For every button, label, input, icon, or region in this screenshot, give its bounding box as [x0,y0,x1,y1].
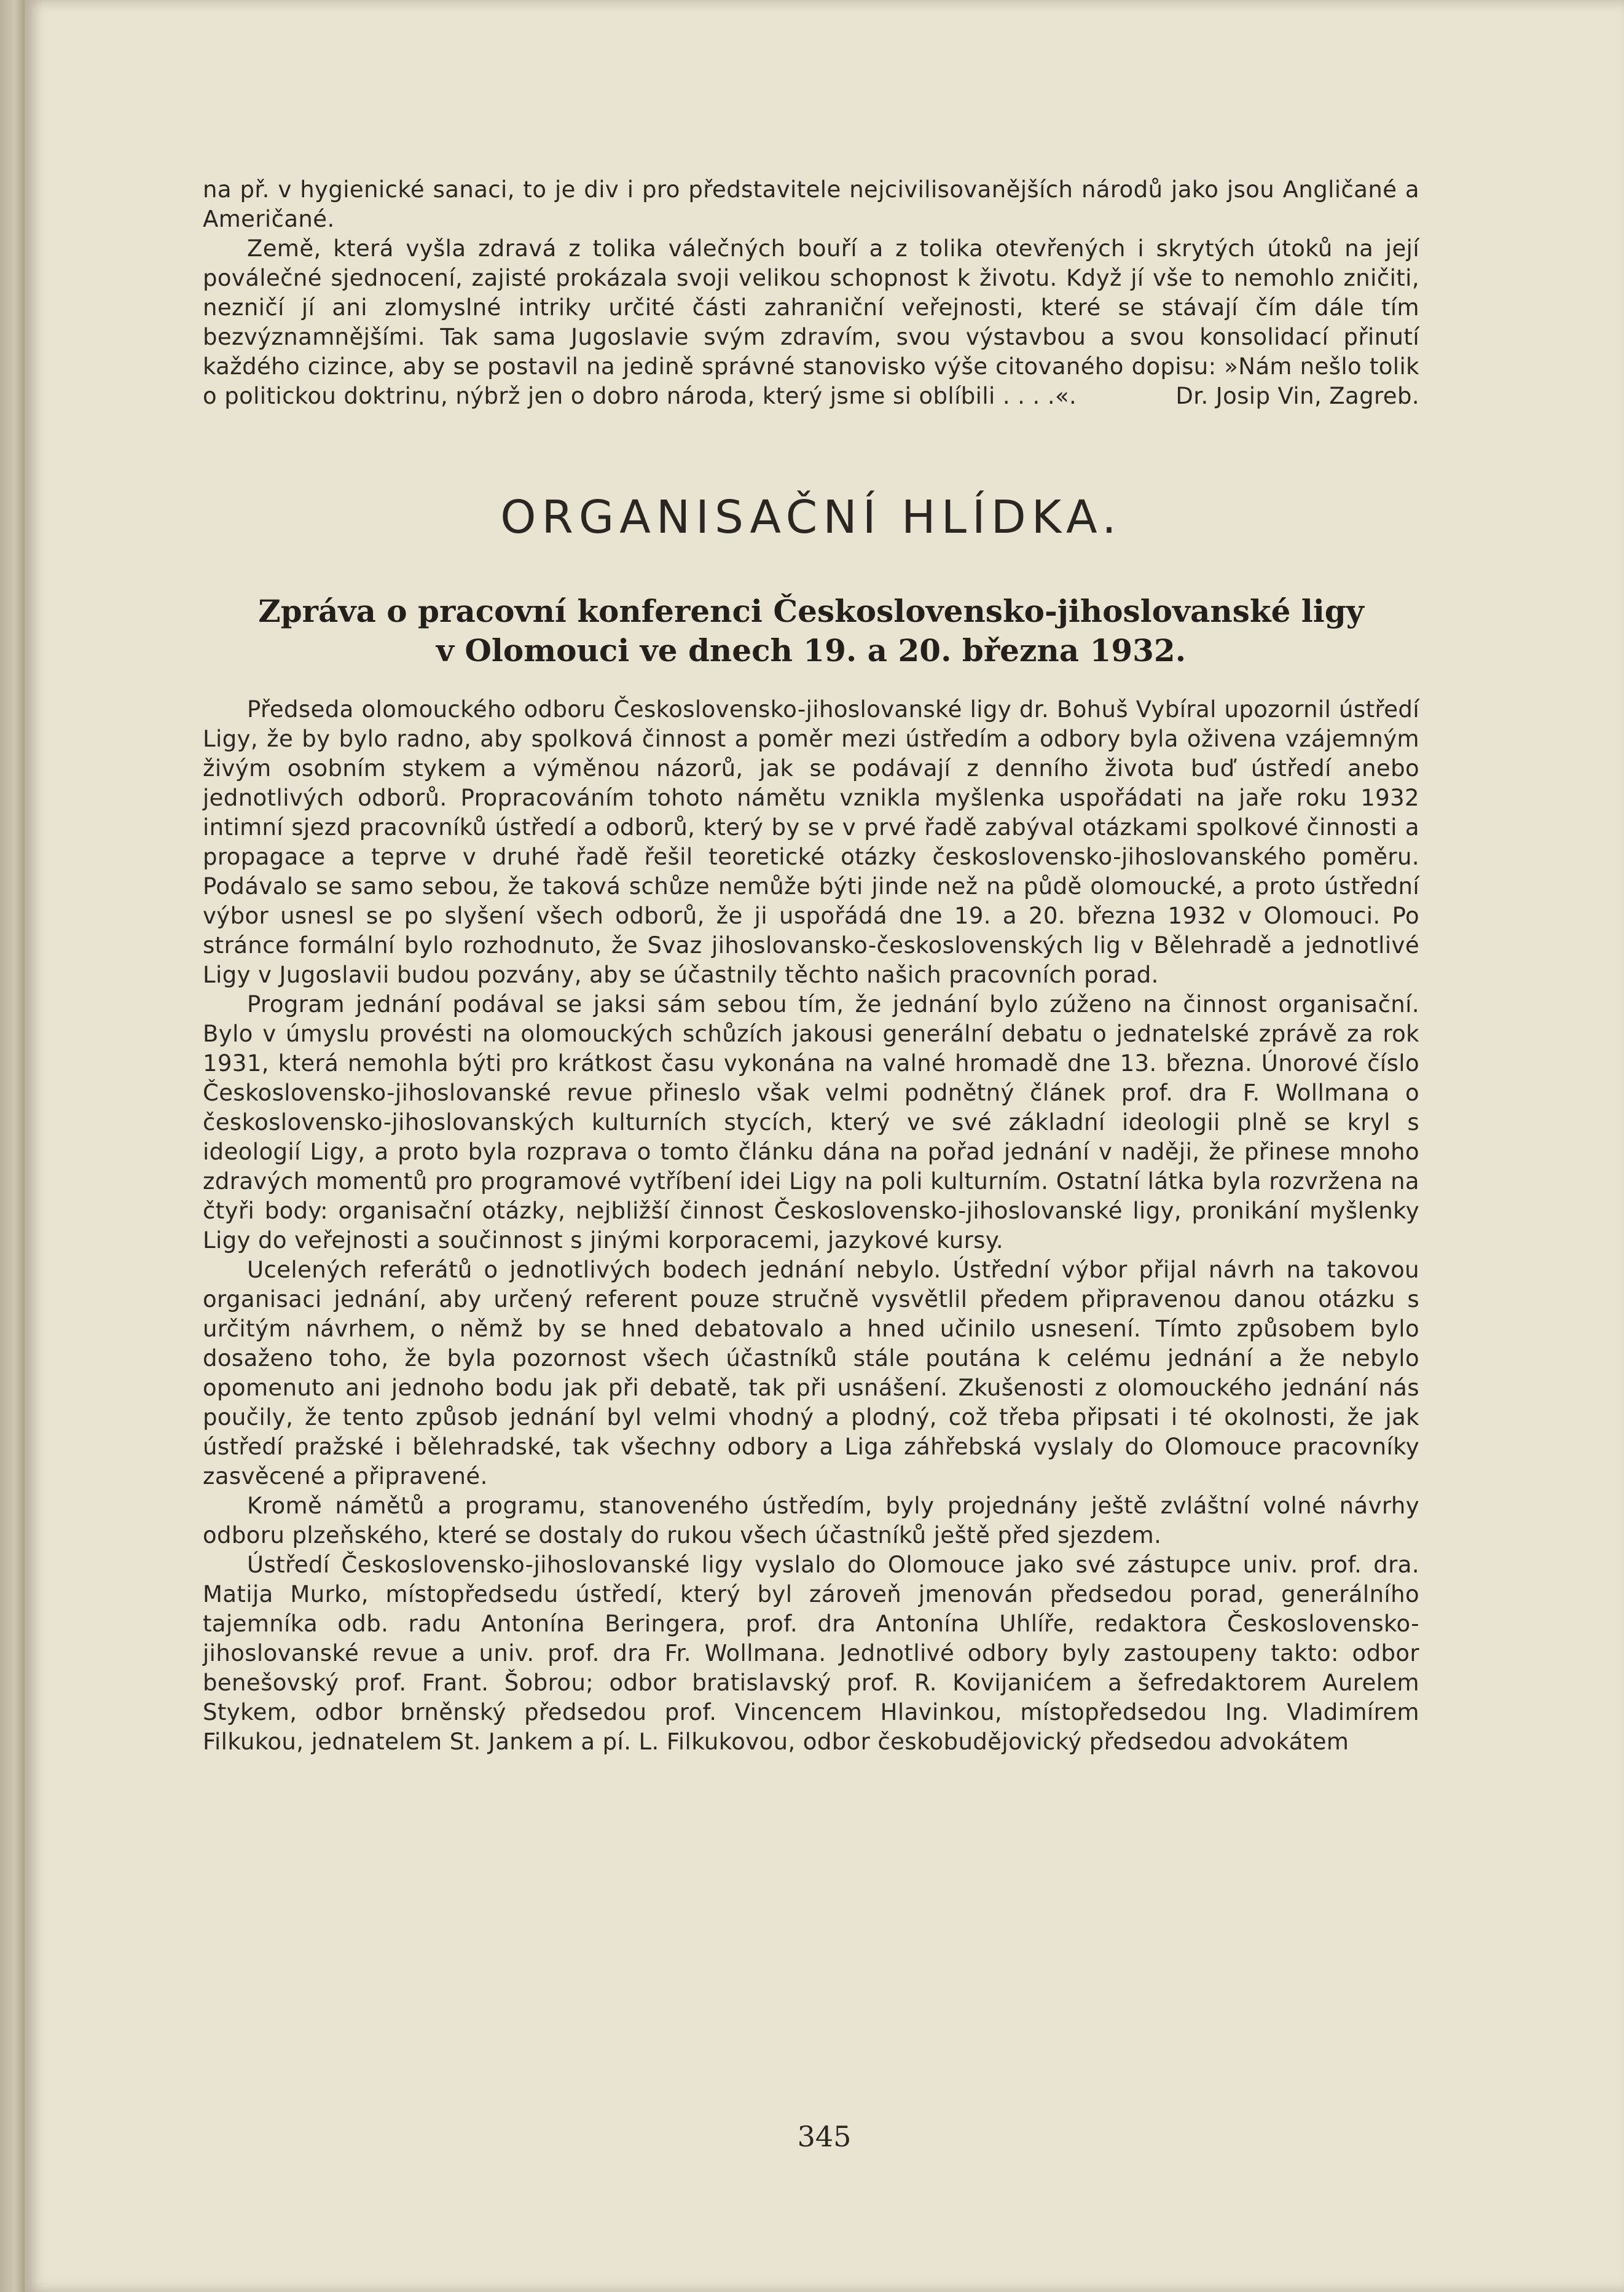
report-title-line-2: v Olomouci ve dnech 19. a 20. března 1932. [436,632,1187,669]
intro-paragraph-2 [203,234,1419,411]
report-paragraph-5: Ústředí Československo-jihoslovanské ligy vyslalo do Olomouce jako své zástupce univ. prof. dra. Matija Murko, místopředsedu ústředí, který byl zároveň jmenován předsedou porad, generálního tajemníka odb. radu Antonína Beringera, prof. dra Antonína Uhlíře, redaktora Československo-jihoslovanské revue a univ. prof. dra Fr. Wollmana. Jednotlivé odbory byly zastoupeny takto: odbor benešovský prof. Frant. Šobrou; odbor bratislavský prof. R. Kovijanićem a šefredaktorem Aurelem Stykem, odbor brněnský předsedou prof. Vincencem Hlavinkou, místopředsedou Ing. Vladimírem Filkukou, jednatelem St. Jankem a pí. L. Filkukovou, odbor českobudějovický předsedou advokátem [203,1552,1419,1755]
page-number: 345 [797,2120,852,2153]
page-content [203,175,1419,1757]
report-paragraph-2: Program jednání podával se jaksi sám sebou tím, že jednání bylo zúženo na činnost organisační. Bylo v úmyslu provésti na olomouckých schůzích jakousi generální debatu o jednatelské zprávě za rok 1931, která nemohla býti pro krátkost času vykonána na valné hromadě dne 13. března. Únorové číslo Československo-jihoslovanské revue přineslo však velmi podnětný článek prof. dra F. Wollmana o československo-jihoslovanských kulturních stycích, který ve své základní ideologii plně se kryl s ideologií Ligy, a proto byla rozprava o tomto článku dána na pořad jednání v naději, že přinese mnoho zdravých momentů pro programové vytříbení idei Ligy na poli kulturním. Ostatní látka byla rozvržena na čtyři body: organisační otázky, nejbližší činnost Československo-jihoslovanské ligy, pronikání myšlenky Ligy do veřejnosti a součinnost s jinými korporacemi, jazykové kursy. [203,991,1419,1254]
book-page [25,0,1624,2292]
report-title-line-1: Zpráva o pracovní konferenci Československo-jihoslovanské ligy [258,593,1364,629]
report-title [203,592,1419,670]
intro-paragraph-1: na př. v hygienické sanaci, to je div i pro představitele nejcivilisovanějších národů jako jsou Angličané a Američané. [203,176,1419,232]
report-paragraph-3: Ucelených referátů o jednotlivých bodech jednání nebylo. Ústřední výbor přijal návrh na takovou organisaci jednání, aby určený referent pouze stručně vysvětlil předem připravenou danou otázku s určitým návrhem, o němž by se hned debatovalo a hned učinilo usnesení. Tímto způsobem bylo dosaženo toho, že byla pozornost všech účastníků stále poutána k celému jednání a že nebylo opomenuto ani jednoho bodu jak při debatě, tak při usnášení. Zkušenosti z olomouckého jednání nás poučily, že tento způsob jednání byl velmi vhodný a plodný, což třeba připsati i té okolnosti, že jak ústředí pražské i bělehradské, tak všechny odbory a Liga záhřebská vyslaly do Olomouce pracovníky zasvěcené a připravené. [203,1257,1419,1489]
report-paragraph-1: Předseda olomouckého odboru Československo-jihoslovanské ligy dr. Bohuš Vybíral upozornil ústředí Ligy, že by bylo radno, aby spolková činnost a poměr mezi ústředím a odbory byla oživena vzájemným živým osobním stykem a výměnou názorů, jak se podávají z denního života buď ústředí anebo jednotlivých odborů. Propracováním tohoto námětu vznikla myšlenka uspořádati na jaře roku 1932 intimní sjezd pracovníků ústředí a odborů, který by se v prvé řadě zabýval otázkami spolkové činnosti a propagace a teprve v druhé řadě řešil teoretické otázky československo-jihoslovanského poměru. Podávalo se samo sebou, že taková schůze nemůže býti jinde než na půdě olomoucké, a proto ústřední výbor usnesl se po slyšení všech odborů, že ji uspořádá dne 19. a 20. března 1932 v Olomouci. Po stránce formální bylo rozhodnuto, že Svaz jihoslovansko-československých lig v Bělehradě a jednotlivé Ligy v Jugoslavii budou pozvány, aby se účastnily těchto našich pracovních porad. [203,696,1419,988]
report-paragraph-4: Kromě námětů a programu, stanoveného ústředím, byly projednány ještě zvláštní volné návrhy odboru plzeňského, které se dostaly do rukou všech účastníků ještě před sjezdem. [203,1493,1419,1548]
section-title: ORGANISAČNÍ HLÍDKA. [500,491,1122,544]
intro-paragraph-2-text: Země, která vyšla zdravá z tolika válečných bouří a z tolika otevřených i skrytých útoků na její poválečné sjednocení, zajisté prokázala svoji velikou schopnost k životu. Když jí vše to nemohlo zničiti, nezničí jí ani zlomyslné intriky určité části zahraniční veřejnosti, které se stávají čím dále tím bezvýznamnějšími. Tak sama Jugoslavie svým zdravím, svou výstavbou a svou konsolidací přinutí každého cizince, aby se postavil na jedině správné stanovisko výše citovaného dopisu: »Nám nešlo tolik o politickou doktrinu, nýbrž jen o dobro národa, který jsme si oblíbili . . . .«. [203,235,1419,409]
book-spine-edge [0,0,25,2292]
author-signature: Dr. Josip Vin, Zagreb. [1175,383,1419,409]
